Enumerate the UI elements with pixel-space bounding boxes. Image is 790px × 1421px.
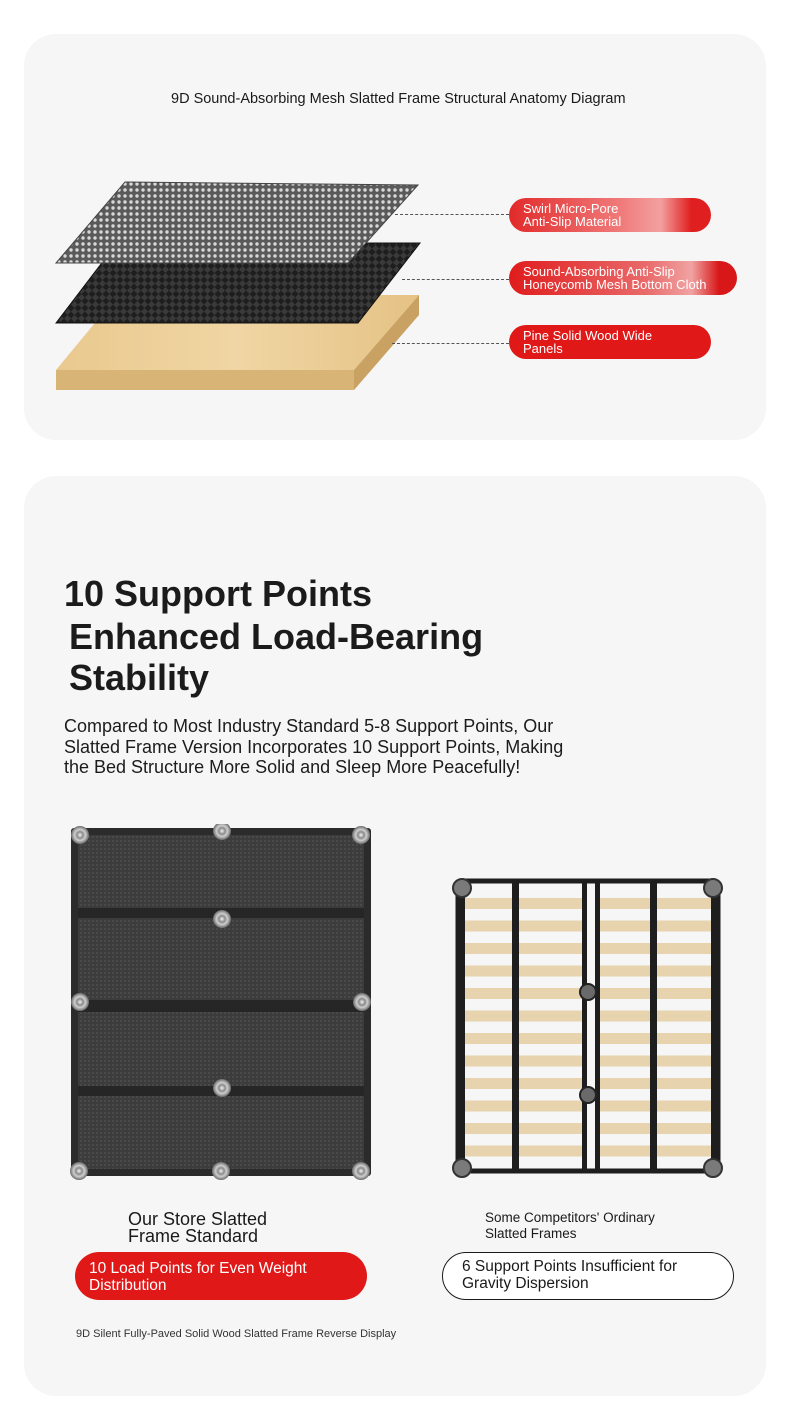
wooden-slat xyxy=(462,966,586,977)
support-point xyxy=(453,1159,471,1177)
competitor-frame-caption: Some Competitors' Ordinary Slatted Frames xyxy=(485,1210,655,1241)
pine-panel-front xyxy=(56,370,354,390)
layer-stack-illustration xyxy=(50,175,430,400)
wooden-slat xyxy=(462,1101,586,1112)
support-point xyxy=(580,1087,596,1103)
our-load-points-badge: 10 Load Points for Even Weight Distribution xyxy=(75,1252,367,1300)
wooden-slat xyxy=(462,1033,586,1044)
support-point xyxy=(70,1162,88,1180)
wooden-slats xyxy=(462,898,714,1157)
headline-line-1: 10 Support Points xyxy=(64,573,373,614)
support-point xyxy=(71,826,89,844)
support-point xyxy=(353,993,371,1011)
our-frame-illustration xyxy=(68,824,374,1180)
leader-line-1 xyxy=(395,214,509,215)
anatomy-title: 9D Sound-Absorbing Mesh Slatted Frame Structural Anatomy Diagram xyxy=(171,91,626,107)
support-point xyxy=(704,1159,722,1177)
reverse-display-footnote: 9D Silent Fully-Paved Solid Wood Slatted Frame Reverse Display xyxy=(76,1328,397,1340)
wooden-slat xyxy=(462,1078,586,1089)
wooden-slat xyxy=(462,1123,586,1134)
support-point xyxy=(352,1162,370,1180)
wooden-slat xyxy=(462,921,586,932)
support-point xyxy=(453,879,471,897)
competitor-frame-illustration xyxy=(450,876,726,1182)
wooden-slat xyxy=(462,1056,586,1067)
headline-line-2: Enhanced Load-Bearing xyxy=(69,616,484,657)
wooden-slat xyxy=(462,1146,586,1157)
wooden-slat xyxy=(462,943,586,954)
leader-line-3 xyxy=(392,343,509,344)
support-point xyxy=(212,1162,230,1180)
layer-label-anti-slip: Swirl Micro-Pore Anti-Slip Material xyxy=(509,198,711,232)
support-point xyxy=(580,984,596,1000)
layer-label-honeycomb-mesh: Sound-Absorbing Anti-Slip Honeycomb Mesh Bottom Cloth xyxy=(509,261,737,295)
headline-line-3: Stability xyxy=(69,657,210,698)
support-point xyxy=(71,993,89,1011)
our-frame-caption: Our Store Slatted Frame Standard xyxy=(128,1209,268,1246)
support-point xyxy=(704,879,722,897)
competitor-support-badge: 6 Support Points Insufficient for Gravity Dispersion xyxy=(442,1252,734,1300)
wooden-slat xyxy=(462,1011,586,1022)
leader-line-2 xyxy=(402,279,509,280)
support-point xyxy=(213,1079,231,1097)
wooden-slat xyxy=(462,988,586,999)
support-point xyxy=(352,826,370,844)
layer-label-pine-panels: Pine Solid Wood Wide Panels xyxy=(509,325,711,359)
intro-paragraph: Compared to Most Industry Standard 5-8 Support Points, Our Slatted Frame Version Incorporates 10 Support Points, Making the Bed Structure More Solid and Sleep More Peacefully! xyxy=(64,716,564,777)
wooden-slat xyxy=(462,898,586,909)
support-point xyxy=(213,910,231,928)
